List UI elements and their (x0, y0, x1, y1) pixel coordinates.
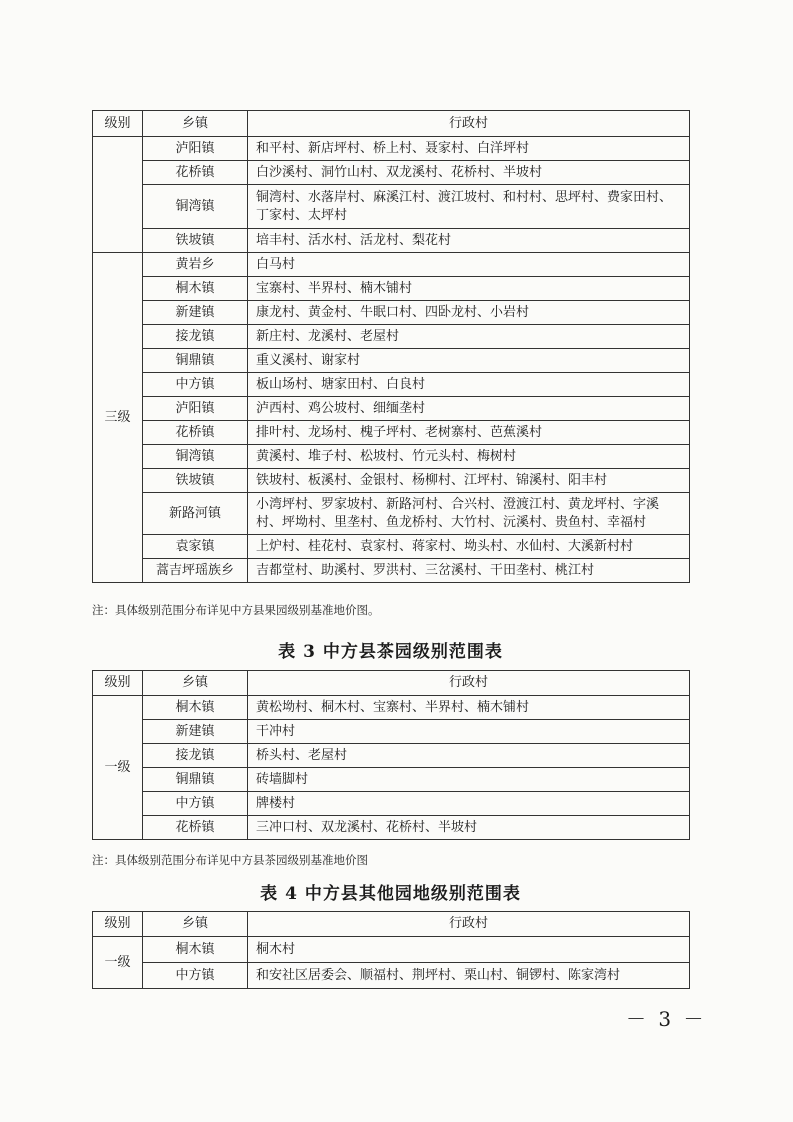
table-row (93, 720, 690, 744)
town-cell: 泸阳镇 (143, 397, 248, 421)
town-cell: 中方镇 (143, 373, 248, 397)
table3-note: 注：具体级别范围分布详见中方县茶园级别基准地价图 (92, 853, 368, 867)
header-villages: 行政村 (248, 912, 690, 937)
villages-cell: 吉都堂村、助溪村、罗洪村、三岔溪村、干田垄村、桃江村 (248, 559, 690, 583)
town-cell: 桐木镇 (143, 277, 248, 301)
table-row (93, 185, 690, 229)
villages-cell: 牌楼村 (248, 792, 690, 816)
town-cell: 接龙镇 (143, 325, 248, 349)
villages-cell: 宝寨村、半界村、楠木铺村 (248, 277, 690, 301)
table-row (93, 229, 690, 253)
villages-cell: 康龙村、黄金村、牛眠口村、四卧龙村、小岩村 (248, 301, 690, 325)
town-cell: 花桥镇 (143, 421, 248, 445)
town-cell: 中方镇 (143, 792, 248, 816)
table-header-row (93, 111, 690, 137)
level-cell (93, 137, 143, 253)
table-row (93, 253, 690, 277)
table-header-row (93, 912, 690, 937)
table-row (93, 421, 690, 445)
header-town: 乡镇 (143, 912, 248, 937)
town-cell: 铁坡镇 (143, 229, 248, 253)
town-cell: 新建镇 (143, 720, 248, 744)
villages-cell: 白马村 (248, 253, 690, 277)
table-row (93, 559, 690, 583)
table-row (93, 445, 690, 469)
town-cell: 中方镇 (143, 963, 248, 989)
town-cell: 新建镇 (143, 301, 248, 325)
table-row (93, 744, 690, 768)
header-town: 乡镇 (143, 671, 248, 696)
header-villages: 行政村 (248, 671, 690, 696)
town-cell: 铜湾镇 (143, 445, 248, 469)
town-cell: 铁坡镇 (143, 469, 248, 493)
villages-cell: 上炉村、桂花村、袁家村、蒋家村、坳头村、水仙村、大溪新村村 (248, 535, 690, 559)
table-row (93, 373, 690, 397)
level-cell: 一级 (93, 696, 143, 840)
table-row (93, 535, 690, 559)
header-level: 级别 (93, 111, 143, 137)
table-row (93, 493, 690, 535)
villages-cell: 泸西村、鸡公坡村、细缅垄村 (248, 397, 690, 421)
header-level: 级别 (93, 912, 143, 937)
villages-cell: 三冲口村、双龙溪村、花桥村、半坡村 (248, 816, 690, 840)
villages-cell: 干冲村 (248, 720, 690, 744)
town-cell: 桐木镇 (143, 696, 248, 720)
header-level: 级别 (93, 671, 143, 696)
villages-cell: 桥头村、老屋村 (248, 744, 690, 768)
town-cell: 袁家镇 (143, 535, 248, 559)
town-cell: 桐木镇 (143, 937, 248, 963)
town-cell: 铜湾镇 (143, 185, 248, 229)
villages-cell: 砖墙脚村 (248, 768, 690, 792)
table-row (93, 397, 690, 421)
villages-cell: 白沙溪村、洞竹山村、双龙溪村、花桥村、半坡村 (248, 161, 690, 185)
town-cell: 新路河镇 (143, 493, 248, 535)
villages-cell: 铁坡村、板溪村、金银村、杨柳村、江坪村、锦溪村、阳丰村 (248, 469, 690, 493)
table3-title: 表 3 中方县茶园级别范围表 (278, 642, 503, 662)
villages-cell: 小湾坪村、罗家坡村、新路河村、合兴村、澄渡江村、黄龙坪村、字溪村、坪坳村、里垄村、鱼龙桥村、大竹村、沅溪村、贵鱼村、幸福村 (248, 493, 690, 535)
table4-title: 表 4 中方县其他园地级别范围表 (260, 884, 521, 904)
header-villages: 行政村 (248, 111, 690, 137)
level-cell: 一级 (93, 937, 143, 989)
table-row (93, 937, 690, 963)
villages-cell: 铜湾村、水落岸村、麻溪江村、渡江坡村、和村村、思坪村、费家田村、丁家村、太坪村 (248, 185, 690, 229)
table-note: 注：具体级别范围分布详见中方县果园级别基准地价图。 (92, 603, 380, 617)
table-row (93, 301, 690, 325)
fruit-orchard-level-table (92, 110, 690, 583)
level-cell: 三级 (93, 253, 143, 583)
table-row (93, 349, 690, 373)
table-row (93, 277, 690, 301)
table-row (93, 768, 690, 792)
villages-cell: 和平村、新店坪村、桥上村、聂家村、白洋坪村 (248, 137, 690, 161)
town-cell: 铜鼎镇 (143, 768, 248, 792)
villages-cell: 培丰村、活水村、活龙村、梨花村 (248, 229, 690, 253)
town-cell: 蒿吉坪瑶族乡 (143, 559, 248, 583)
table-row (93, 816, 690, 840)
table-row (93, 325, 690, 349)
town-cell: 黄岩乡 (143, 253, 248, 277)
page-number: － 3 － (626, 1007, 707, 1031)
tea-garden-level-table (92, 670, 690, 840)
villages-cell: 重义溪村、谢家村 (248, 349, 690, 373)
town-cell: 铜鼎镇 (143, 349, 248, 373)
villages-cell: 板山场村、塘家田村、白良村 (248, 373, 690, 397)
villages-cell: 和安社区居委会、顺福村、荆坪村、栗山村、铜锣村、陈家湾村 (248, 963, 690, 989)
table-row (93, 137, 690, 161)
villages-cell: 排叶村、龙场村、槐子坪村、老树寨村、芭蕉溪村 (248, 421, 690, 445)
town-cell: 泸阳镇 (143, 137, 248, 161)
villages-cell: 黄松坳村、桐木村、宝寨村、半界村、楠木铺村 (248, 696, 690, 720)
table-row (93, 963, 690, 989)
table-row (93, 161, 690, 185)
town-cell: 花桥镇 (143, 816, 248, 840)
table-header-row (93, 671, 690, 696)
villages-cell: 黄溪村、堆子村、松坡村、竹元头村、梅树村 (248, 445, 690, 469)
other-garden-level-table (92, 911, 690, 989)
villages-cell: 桐木村 (248, 937, 690, 963)
table-row (93, 469, 690, 493)
table-row (93, 696, 690, 720)
town-cell: 花桥镇 (143, 161, 248, 185)
town-cell: 接龙镇 (143, 744, 248, 768)
villages-cell: 新庄村、龙溪村、老屋村 (248, 325, 690, 349)
table-row (93, 792, 690, 816)
header-town: 乡镇 (143, 111, 248, 137)
